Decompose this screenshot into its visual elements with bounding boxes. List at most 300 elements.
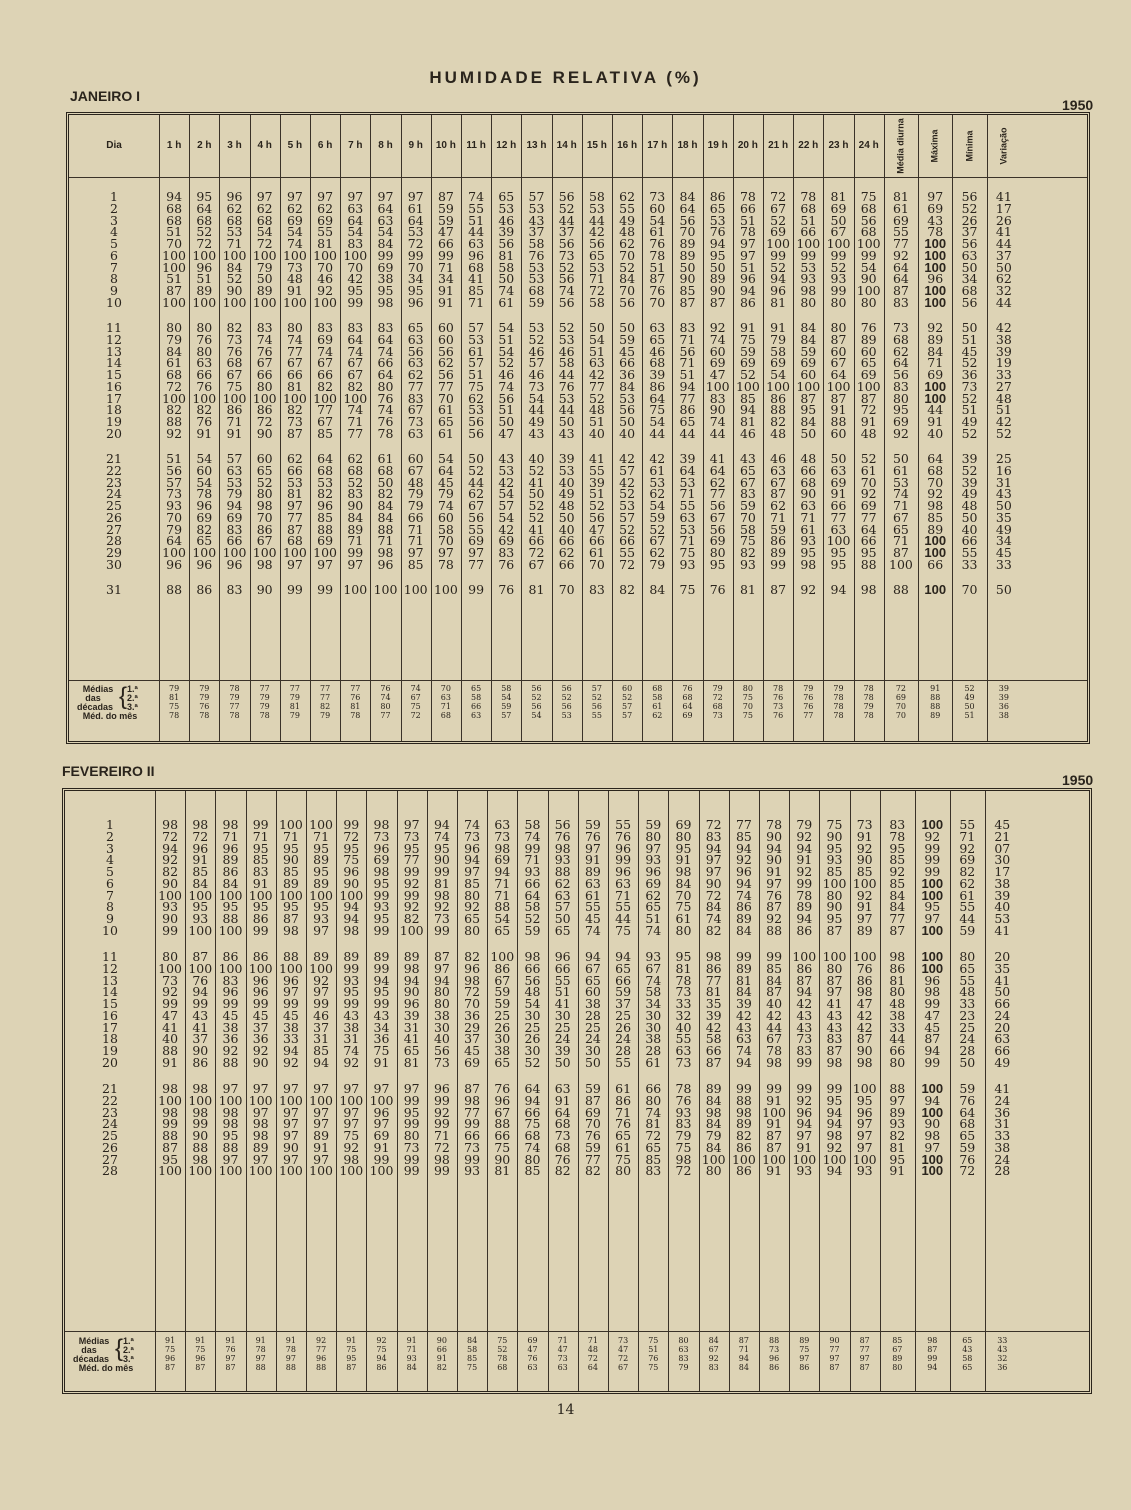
table-cell: 92	[709, 320, 726, 335]
table-cell: 52	[619, 521, 636, 537]
table-cell: 98	[192, 1081, 209, 1096]
table-cell: 100	[921, 949, 944, 964]
table-cell: 91	[226, 425, 243, 441]
table-cell: 38	[584, 996, 601, 1011]
table-cell: 88	[830, 414, 847, 429]
table-cell: 91	[766, 1092, 783, 1108]
table-cell: 85	[826, 864, 843, 879]
table-cell: 72	[528, 545, 545, 560]
summary-cell: 47	[527, 1345, 538, 1354]
table-cell: 75	[739, 533, 756, 549]
table-cell: 88	[770, 402, 787, 418]
table-cell: 100	[218, 1092, 243, 1108]
table-cell: 100	[921, 875, 944, 891]
summary-cell: 91	[436, 1354, 447, 1363]
page-number: 14	[556, 1402, 575, 1418]
table-cell: 81	[286, 378, 303, 394]
table-cell: 100	[921, 922, 944, 938]
table-cell: 96	[927, 271, 944, 287]
table-cell: 66	[286, 462, 303, 478]
summary-cell: 77	[803, 711, 814, 720]
table-cell: 47	[162, 1007, 179, 1023]
table-cell: 64	[679, 462, 696, 478]
table-cell: 56	[961, 236, 978, 251]
table-cell: 94	[830, 582, 847, 597]
table-cell: 35	[705, 996, 722, 1011]
table-cell: 82	[377, 486, 394, 502]
table-cell: 100	[313, 545, 338, 560]
table-cell: 100	[309, 1163, 334, 1179]
table-cell: 71	[615, 1104, 632, 1120]
table-cell: 42	[705, 1019, 722, 1035]
table-cell: 85	[468, 283, 485, 298]
table-cell: 30	[645, 1007, 662, 1023]
table-cell: 56	[468, 509, 485, 525]
table-cell: 92	[162, 852, 179, 868]
table-cell: 66	[619, 533, 636, 549]
table-cell: 50	[995, 582, 1012, 597]
table-cell: 77	[709, 486, 726, 502]
table-cell: 99	[317, 582, 334, 597]
table-cell: 86	[770, 390, 787, 406]
table-cell: 57	[528, 355, 545, 371]
table-cell: 62	[649, 545, 666, 560]
table-cell: 97	[373, 1116, 390, 1132]
table-cell: 99	[437, 247, 454, 263]
table-cell: 86	[770, 533, 787, 549]
table-cell: 71	[252, 828, 269, 844]
table-cell: 100	[339, 1163, 364, 1179]
table-cell: 77	[588, 378, 605, 394]
table-cell: 90	[162, 875, 179, 891]
table-cell: 50	[800, 425, 817, 441]
table-cell: 79	[166, 331, 183, 347]
table-cell: 76	[709, 582, 726, 597]
table-cell: 86	[709, 189, 726, 204]
table-cell: 69	[494, 852, 511, 868]
table-cell: 70	[860, 474, 877, 490]
table-cell: 76	[959, 1151, 976, 1167]
table-cell: 99	[924, 852, 941, 868]
summary-cell: 78	[169, 711, 180, 720]
summary-cell: 76	[773, 711, 784, 720]
table-cell: 51	[468, 367, 485, 382]
table-cell: 48	[588, 402, 605, 418]
table-cell: 88	[860, 556, 877, 572]
table-cell: 73	[892, 320, 909, 335]
table-cell: 47	[498, 425, 515, 441]
table-cell: 69	[892, 212, 909, 228]
table-cell: 66	[994, 1043, 1011, 1058]
table-cell: 50	[377, 474, 394, 490]
summary-cell: 64	[682, 702, 693, 711]
table-cell: 86	[494, 960, 511, 976]
table-cell: 59	[619, 331, 636, 347]
table-cell: 63	[407, 331, 424, 347]
table-cell: 100	[158, 887, 183, 903]
table-cell: 53	[588, 200, 605, 216]
table-cell: 99	[162, 996, 179, 1011]
table-cell: 51	[588, 486, 605, 502]
table-cell: 100	[218, 960, 243, 976]
table-cell: 50	[558, 414, 575, 429]
table-cell: 96	[433, 1081, 450, 1096]
summary-cell: 66	[471, 702, 482, 711]
page-title: HUMIDADE RELATIVA (%)	[429, 68, 702, 87]
table-cell: 70	[961, 582, 978, 597]
table-cell: 61	[498, 294, 515, 310]
table-cell: 64	[892, 271, 909, 287]
table-cell: 98	[433, 1151, 450, 1167]
table-cell: 98	[524, 949, 541, 964]
table-cell: 43	[826, 1019, 843, 1035]
table-cell: 80	[166, 320, 183, 335]
table-cell: 90	[856, 852, 873, 868]
table-cell: 76	[196, 378, 213, 394]
table-cell: 94	[735, 1054, 752, 1070]
table-cell: 46	[528, 367, 545, 382]
table-cell: 86	[222, 864, 239, 879]
table-cell: 56	[892, 367, 909, 382]
table-cell: 57	[619, 509, 636, 525]
summary-cell: 68	[652, 684, 663, 693]
table-cell: 82	[403, 911, 420, 926]
table-cell: 83	[675, 1116, 692, 1132]
table-cell: 98	[222, 1104, 239, 1120]
table-cell: 94	[739, 402, 756, 418]
summary-label: Méd. do mês	[82, 711, 138, 721]
table-cell: 64	[709, 462, 726, 478]
table-cell: 96	[468, 247, 485, 263]
table-cell: 79	[256, 259, 273, 275]
table-cell: 46	[313, 1007, 330, 1023]
table-cell: 92	[826, 1139, 843, 1155]
day-number: 1	[106, 817, 114, 832]
table-cell: 67	[256, 533, 273, 549]
table-cell: 100	[701, 1151, 726, 1167]
summary-cell: 79	[259, 702, 270, 711]
table-cell: 92	[924, 828, 941, 844]
header-cell: 21 h	[768, 140, 789, 151]
table-cell: 72	[619, 556, 636, 572]
table-cell: 62	[256, 200, 273, 216]
table-cell: 71	[226, 236, 243, 251]
table-cell: 27	[995, 378, 1012, 394]
table-cell: 94	[373, 972, 390, 988]
table-cell: 44	[766, 1019, 783, 1035]
table-cell: 53	[226, 474, 243, 490]
table-cell: 72	[192, 828, 209, 844]
table-cell: 65	[860, 355, 877, 371]
table-cell: 98	[403, 960, 420, 976]
table-cell: 83	[498, 545, 515, 560]
table-cell: 100	[192, 545, 217, 560]
summary-cell: 73	[712, 711, 723, 720]
table-cell: 81	[739, 414, 756, 429]
summary-cell: 82	[436, 1363, 447, 1372]
summary-cell: 63	[678, 1345, 689, 1354]
table-cell: 75	[675, 899, 692, 915]
day-number: 3	[110, 212, 118, 228]
table-cell: 89	[584, 864, 601, 879]
table-cell: 87	[282, 911, 299, 926]
table-cell: 66	[645, 1081, 662, 1096]
table-cell: 34	[407, 271, 424, 287]
table-cell: 53	[286, 474, 303, 490]
table-cell: 61	[892, 462, 909, 478]
table-cell: 87	[766, 899, 783, 915]
summary-cell: 94	[927, 1363, 938, 1372]
table-cell: 100	[343, 247, 368, 263]
table-cell: 83	[826, 1031, 843, 1047]
table-cell: 59	[584, 1081, 601, 1096]
table-fevereiro	[62, 788, 1092, 1394]
table-cell: 51	[166, 451, 183, 466]
table-cell: 96	[252, 972, 269, 988]
day-number: 15	[106, 367, 122, 382]
table-cell: 41	[994, 1081, 1011, 1096]
summary-cell: 54	[531, 711, 542, 720]
table-cell: 77	[403, 852, 420, 868]
table-cell: 56	[709, 521, 726, 537]
table-cell: 84	[705, 1139, 722, 1155]
table-cell: 97	[343, 1081, 360, 1096]
table-cell: 92	[313, 972, 330, 988]
table-cell: 55	[584, 899, 601, 915]
table-cell: 58	[498, 259, 515, 275]
table-cell: 97	[856, 1139, 873, 1155]
table-cell: 86	[735, 1139, 752, 1155]
table-cell: 77	[286, 343, 303, 359]
table-cell: 42	[649, 451, 666, 466]
summary-cell: 78	[773, 684, 784, 693]
table-cell: 93	[554, 852, 571, 868]
table-cell: 53	[558, 331, 575, 347]
table-cell: 79	[166, 521, 183, 537]
summary-cell: 79	[833, 684, 844, 693]
table-cell: 90	[192, 1043, 209, 1058]
summary-cell: 78	[259, 711, 270, 720]
summary-cell: 58	[652, 693, 663, 702]
table-cell: 100	[188, 887, 213, 903]
table-cell: 48	[558, 498, 575, 513]
table-cell: 100	[822, 875, 847, 891]
table-cell: 34	[961, 271, 978, 287]
table-cell: 50	[830, 451, 847, 466]
table-cell: 72	[770, 189, 787, 204]
table-cell: 93	[826, 852, 843, 868]
summary-cell: 57	[501, 711, 512, 720]
table-cell: 90	[679, 271, 696, 287]
table-cell: 77	[830, 509, 847, 525]
day-number: 25	[106, 498, 122, 513]
table-cell: 73	[528, 378, 545, 394]
table-cell: 60	[437, 320, 454, 335]
table-cell: 81	[889, 972, 906, 988]
table-cell: 94	[343, 911, 360, 926]
summary-cell: 88	[285, 1363, 296, 1372]
table-cell: 80	[645, 1092, 662, 1108]
summary-cell: 88	[930, 693, 941, 702]
table-cell: 54	[196, 474, 213, 490]
table-cell: 34	[995, 533, 1012, 549]
summary-cell: 78	[199, 711, 210, 720]
table-cell: 67	[830, 224, 847, 240]
table-cell: 16	[995, 462, 1012, 478]
table-cell: 50	[528, 486, 545, 502]
table-cell: 98	[377, 294, 394, 310]
table-cell: 51	[739, 212, 756, 228]
summary-cell: 83	[708, 1363, 719, 1372]
table-cell: 96	[554, 949, 571, 964]
table-cell: 60	[584, 984, 601, 1000]
table-cell: 84	[889, 887, 906, 903]
table-cell: 78	[649, 247, 666, 263]
table-cell: 50	[892, 451, 909, 466]
table-cell: 59	[959, 1081, 976, 1096]
summary-cell: 72	[618, 1354, 629, 1363]
table-cell: 84	[226, 259, 243, 275]
table-cell: 84	[649, 582, 666, 597]
table-cell: 58	[437, 521, 454, 537]
table-cell: 51	[649, 259, 666, 275]
table-cell: 44	[649, 425, 666, 441]
summary-cell: 89	[799, 1336, 810, 1345]
table-cell: 65	[709, 200, 726, 216]
table-cell: 51	[800, 212, 817, 228]
summary-cell: 71	[587, 1336, 598, 1345]
day-number: 14	[102, 984, 118, 1000]
table-cell: 92	[166, 425, 183, 441]
table-cell: 100	[822, 949, 847, 964]
table-cell: 71	[282, 828, 299, 844]
day-number: 6	[106, 875, 114, 891]
table-cell: 46	[528, 343, 545, 359]
table-cell: 61	[860, 462, 877, 478]
table-cell: 73	[403, 828, 420, 844]
table-cell: 50	[498, 414, 515, 429]
table-cell: 49	[995, 521, 1012, 537]
table-cell: 42	[796, 996, 813, 1011]
table-cell: 96	[735, 864, 752, 879]
table-cell: 91	[373, 1054, 390, 1070]
table-cell: 99	[252, 922, 269, 938]
table-cell: 59	[649, 509, 666, 525]
header-cell: 22 h	[798, 140, 819, 151]
summary-cell: 59	[501, 702, 512, 711]
table-cell: 92	[403, 899, 420, 915]
table-cell: 56	[961, 189, 978, 204]
table-cell: 97	[282, 1104, 299, 1120]
summary-cell: 71	[406, 1345, 417, 1354]
table-cell: 97	[317, 556, 334, 572]
summary-cell: 91	[195, 1336, 206, 1345]
table-cell: 68	[347, 462, 364, 478]
table-cell: 97	[343, 1116, 360, 1132]
table-cell: 87	[162, 1139, 179, 1155]
table-cell: 90	[709, 402, 726, 418]
table-cell: 97	[282, 1128, 299, 1143]
summary-cell: 96	[195, 1354, 206, 1363]
table-cell: 66	[286, 367, 303, 382]
table-cell: 92	[433, 899, 450, 915]
table-cell: 91	[675, 852, 692, 868]
table-cell: 88	[222, 1054, 239, 1070]
table-cell: 41	[826, 996, 843, 1011]
table-cell: 64	[317, 451, 334, 466]
table-cell: 96	[645, 864, 662, 879]
summary-cell: 71	[738, 1345, 749, 1354]
table-cell: 93	[645, 852, 662, 868]
table-cell: 95	[709, 556, 726, 572]
summary-cell: 87	[829, 1363, 840, 1372]
table-cell: 56	[679, 343, 696, 359]
table-cell: 100	[796, 378, 821, 394]
table-cell: 100	[924, 259, 947, 275]
table-cell: 91	[196, 425, 213, 441]
table-cell: 39	[705, 1007, 722, 1023]
table-cell: 78	[889, 828, 906, 844]
table-cell: 78	[437, 556, 454, 572]
table-cell: 59	[528, 294, 545, 310]
table-cell: 66	[256, 367, 273, 382]
table-cell: 99	[373, 1151, 390, 1167]
summary-label: das	[85, 693, 101, 703]
table-cell: 78	[796, 887, 813, 903]
table-cell: 87	[860, 390, 877, 406]
table-cell: 100	[188, 1092, 213, 1108]
table-cell: 54	[498, 343, 515, 359]
table-cell: 94	[709, 236, 726, 251]
table-cell: 99	[403, 887, 420, 903]
table-cell: 51	[498, 402, 515, 418]
month-label-fevereiro: FEVEREIRO II	[62, 763, 155, 779]
table-cell: 42	[766, 1007, 783, 1023]
table-cell: 65	[892, 521, 909, 537]
table-cell: 44	[528, 402, 545, 418]
table-cell: 57	[498, 498, 515, 513]
table-cell: 97	[282, 1116, 299, 1132]
summary-cell: 87	[859, 1336, 870, 1345]
table-cell: 99	[252, 817, 269, 832]
table-cell: 60	[830, 425, 847, 441]
summary-label: décadas	[76, 702, 114, 712]
day-number: 20	[102, 1054, 118, 1070]
summary-cell: 52	[622, 693, 633, 702]
table-cell: 42	[347, 271, 364, 287]
summary-cell: 76	[350, 693, 361, 702]
table-cell: 42	[735, 1007, 752, 1023]
table-cell: 48	[524, 984, 541, 1000]
table-cell: 80	[675, 828, 692, 844]
table-cell: 62	[959, 875, 976, 891]
table-cell: 56	[498, 390, 515, 406]
table-cell: 53	[709, 212, 726, 228]
table-cell: 87	[679, 294, 696, 310]
table-cell: 100	[278, 817, 303, 832]
summary-cell: 51	[648, 1345, 659, 1354]
day-number: 25	[102, 1128, 118, 1143]
table-cell: 100	[218, 1163, 243, 1179]
table-cell: 100	[282, 390, 307, 406]
table-cell: 99	[615, 852, 632, 868]
summary-cell: 80	[380, 702, 391, 711]
table-cell: 30	[524, 1007, 541, 1023]
table-cell: 90	[403, 984, 420, 1000]
table-cell: 85	[645, 1151, 662, 1167]
table-cell: 40	[528, 451, 545, 466]
table-cell: 66	[407, 509, 424, 525]
